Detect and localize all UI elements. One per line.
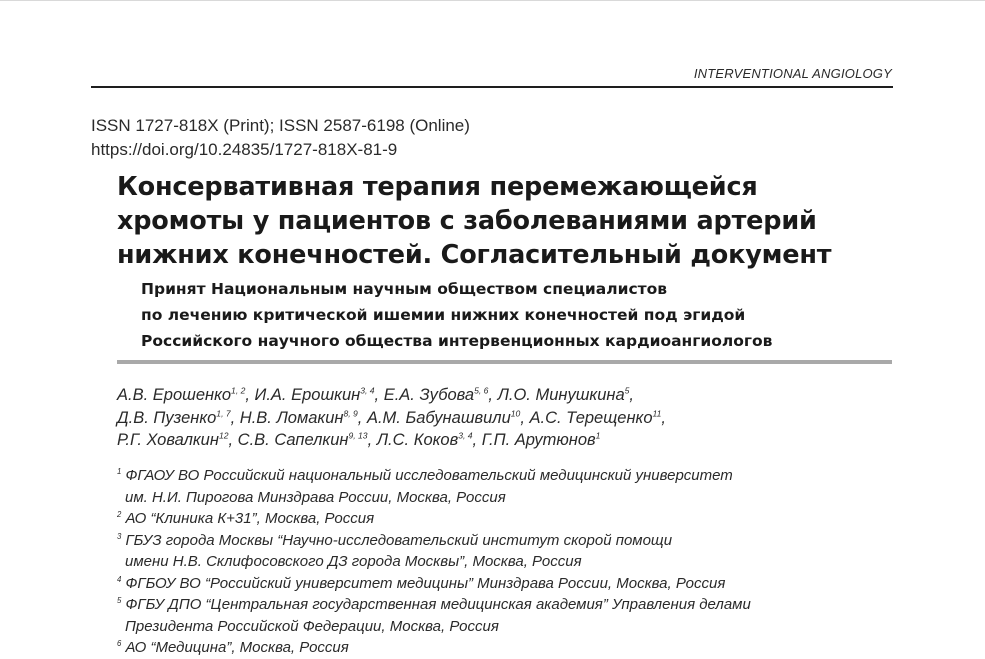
- author-name: А.В. Ерошенко: [117, 386, 232, 404]
- affiliation: [117, 573, 751, 595]
- author-line: [117, 407, 666, 430]
- author-separator: ,: [661, 408, 667, 427]
- affiliation-text: Президента Российской Федерации, Москва, Россия: [125, 617, 499, 635]
- affiliation: [117, 637, 751, 659]
- affiliation-text: АО “Медицина”, Москва, Россия: [121, 639, 349, 656]
- author-name: С.В. Сапелкин: [237, 431, 349, 449]
- subtitle-line: Российского научного общества интервенционных кардиоангиологов: [141, 332, 773, 350]
- author-name: Н.В. Ломакин: [239, 408, 344, 427]
- affiliation-text: имени Н.В. Склифосовского ДЗ города Москвы”, Москва, Россия: [125, 553, 582, 570]
- author-line: [117, 429, 666, 452]
- author-name: Д.В. Пузенко: [117, 408, 217, 427]
- header-rule: [91, 86, 893, 88]
- author-separator: ,: [357, 408, 367, 427]
- author-name: А.С. Терещенко: [529, 408, 653, 427]
- author-separator: ,: [230, 408, 240, 427]
- affiliation: [117, 594, 751, 637]
- affiliation-text: ФГБУ ДПО “Центральная государственная медицинская академия” Управления делами: [121, 596, 751, 613]
- affiliation: [117, 465, 751, 508]
- affiliation: [117, 530, 751, 573]
- author-list: [117, 384, 666, 452]
- author-separator: ,: [520, 408, 530, 427]
- author-separator: ,: [245, 386, 255, 404]
- affiliation-number: 6: [117, 639, 122, 648]
- author-separator: ,: [472, 431, 482, 449]
- author-affiliation-ref: 1, 7: [216, 408, 231, 418]
- title-rule: [117, 360, 892, 364]
- author: [482, 431, 601, 449]
- affiliation: [117, 508, 751, 530]
- author-affiliation-ref: 3, 4: [360, 385, 375, 396]
- author-affiliation-ref: 10: [510, 408, 521, 418]
- author-separator: ,: [228, 431, 238, 449]
- issn-line: ISSN 1727-818X (Print); ISSN 2587-6198 (Online): [91, 116, 470, 135]
- subtitle-line: Принят Национальным научным обществом специалистов: [141, 280, 668, 298]
- author: [240, 409, 358, 427]
- author: [367, 409, 520, 427]
- author: [498, 386, 630, 404]
- author: [530, 409, 662, 427]
- author: [255, 386, 375, 404]
- author: [117, 386, 245, 404]
- author: [117, 409, 231, 427]
- author-affiliation-ref: 12: [218, 430, 229, 441]
- affiliation-number: 2: [117, 510, 122, 519]
- affiliation-line: [117, 530, 751, 552]
- author-name: Р.Г. Ховалкин: [117, 431, 219, 449]
- affiliation-text: ГБУЗ города Москвы “Научно-исследовательский институт скорой помощи: [121, 531, 673, 549]
- author-name: Л.С. Коков: [376, 431, 459, 449]
- affiliation-text: ФГАОУ ВО Российский национальный исследовательский медицинский университет: [121, 467, 733, 484]
- author-name: А.М. Бабунашвили: [366, 408, 511, 427]
- author-separator: ,: [374, 386, 384, 404]
- author-separator: ,: [367, 431, 377, 449]
- author: [238, 431, 368, 449]
- author-separator: ,: [488, 386, 498, 404]
- author-affiliation-ref: 5: [624, 385, 630, 396]
- title-line: хромоты у пациентов с заболеваниями артерий: [117, 206, 817, 236]
- affiliation-text: ФГБОУ ВО “Российский университет медицины” Минздрава России, Москва, Россия: [121, 574, 726, 592]
- author-name: Г.П. Арутюнов: [481, 431, 596, 449]
- author-line: [117, 384, 666, 407]
- affiliation-line: [117, 616, 751, 638]
- author-affiliation-ref: 1: [595, 430, 601, 441]
- subtitle-line: по лечению критической ишемии нижних конечностей под эгидой: [141, 306, 746, 324]
- author-affiliation-ref: 9, 13: [348, 430, 368, 441]
- journal-section-header: INTERVENTIONAL ANGIOLOGY: [693, 66, 892, 81]
- article-subtitle: [141, 276, 772, 354]
- affiliation-number: 4: [117, 574, 122, 584]
- affiliation-text: им. Н.И. Пирогова Минздрава России, Москва, Россия: [125, 488, 506, 506]
- title-line: нижних конечностей. Согласительный документ: [117, 240, 832, 270]
- affiliation-list: [117, 465, 751, 659]
- affiliation-line: [117, 573, 751, 595]
- author-name: Л.О. Минушкина: [497, 386, 625, 404]
- article-title: [117, 170, 831, 272]
- title-line: Консервативная терапия перемежающейся: [117, 172, 758, 202]
- page-top-edge: [0, 0, 985, 1]
- affiliation-line: [117, 465, 751, 487]
- doi-line: https://doi.org/10.24835/1727-818X-81-9: [91, 140, 398, 159]
- affiliation-number: 5: [117, 596, 122, 605]
- author-affiliation-ref: 8, 9: [343, 408, 358, 418]
- affiliation-line: [117, 551, 751, 573]
- author-name: И.А. Ерошкин: [254, 386, 361, 404]
- affiliation-line: [117, 487, 751, 509]
- affiliation-line: [117, 508, 751, 530]
- author-affiliation-ref: 11: [652, 408, 662, 418]
- author-affiliation-ref: 3, 4: [458, 430, 473, 441]
- affiliation-line: [117, 594, 751, 616]
- author: [384, 386, 489, 404]
- affiliation-line: [117, 637, 751, 659]
- author-name: Е.А. Зубова: [383, 386, 475, 404]
- author: [117, 431, 228, 449]
- author-separator: ,: [629, 386, 635, 404]
- author-affiliation-ref: 1, 2: [231, 385, 246, 396]
- author: [377, 431, 473, 449]
- affiliation-text: АО “Клиника К+31”, Москва, Россия: [121, 510, 375, 527]
- affiliation-number: 1: [117, 467, 122, 476]
- author-affiliation-ref: 5, 6: [474, 385, 489, 396]
- affiliation-number: 3: [117, 531, 122, 541]
